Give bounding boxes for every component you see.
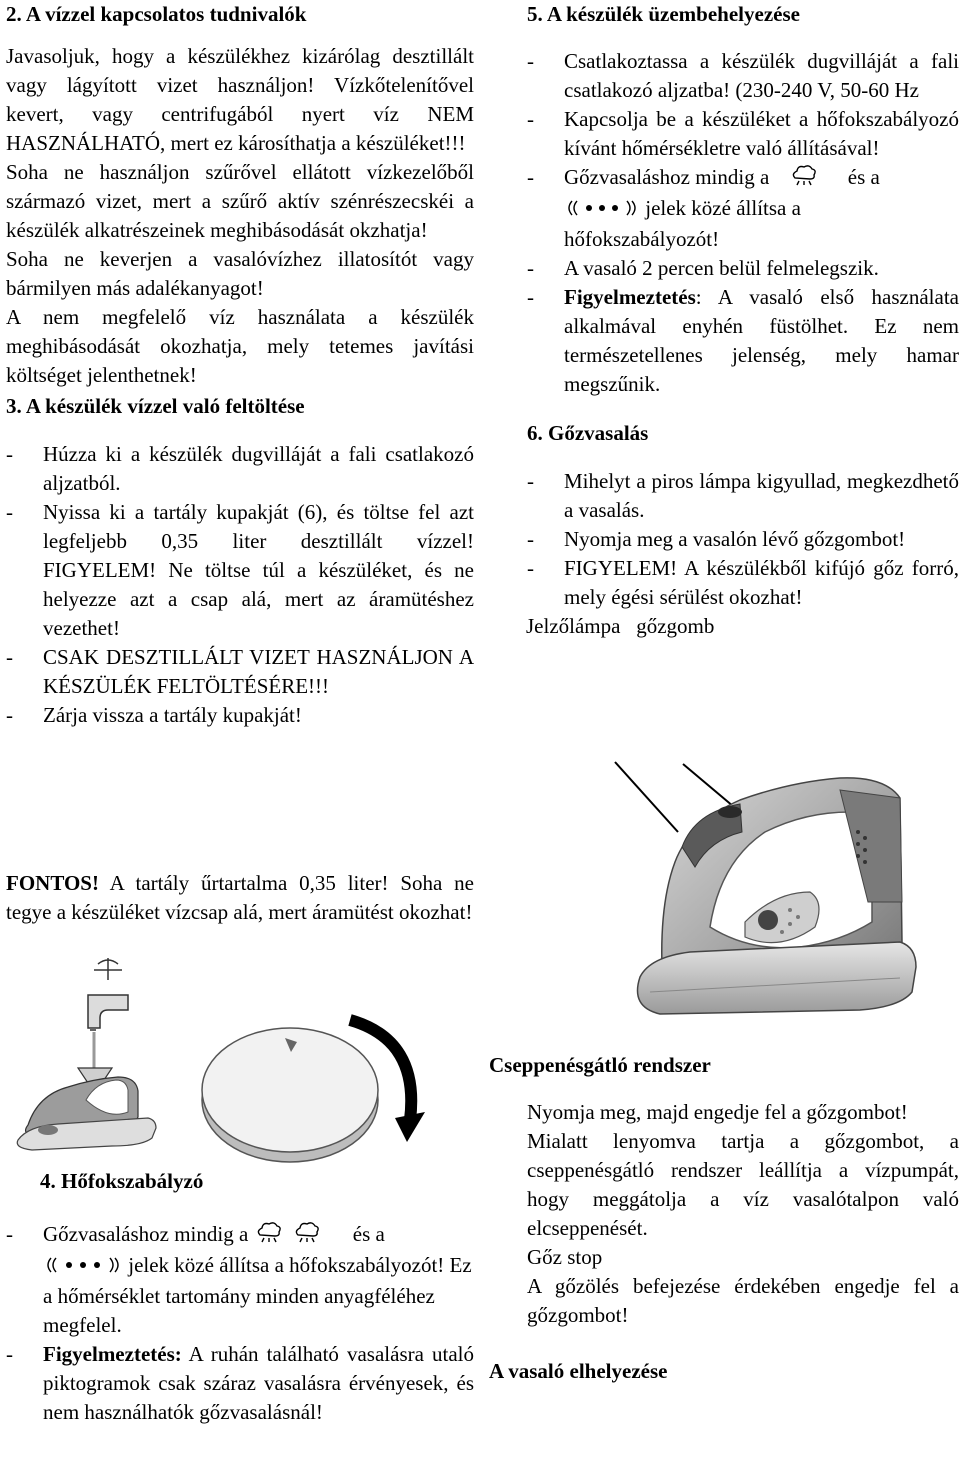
section-4-title: 4. Hőfokszabályzó: [40, 1169, 204, 1193]
list-item: - A vasaló 2 percen belül felmelegszik.: [527, 254, 959, 283]
warning-label: Figyelmeztetés: [564, 284, 696, 309]
right-column: [527, 0, 959, 641]
iron-part-labels: Jelzőlámpa gőzgomb: [526, 613, 715, 638]
filling-illustration: [8, 950, 158, 1160]
item-text: Gőzvasaláshoz mindig a: [43, 1222, 254, 1246]
warning-label: Figyelmeztetés:: [43, 1341, 182, 1366]
item-text: és a: [842, 165, 880, 189]
section-6-list: [527, 467, 959, 612]
section-2-paragraph-1: Javasoljuk, hogy a készülékhez kizárólag desztillált vagy lágyított vizet használjon! Vízkőtelenítővel kevert, vagy centrifugából nyert víz NEM HASZNÁLHATÓ, mert ez károsíthatja a készüléket!!!: [6, 44, 474, 155]
list-item: - Nyissa ki a tartály kupakját (6), és töltse fel azt legfeljebb 0,35 liter desztillált vízzel! FIGYELEM! Ne töltse túl a készüléket, és ne helyezze azt a csap alá, mert az áramütéshez vezethet!: [6, 498, 474, 643]
steam-stop-label: Gőz stop: [527, 1245, 603, 1269]
drip-stop-paragraph-2: Mialatt lenyomva tartja a gőzgombot, a cseppenésgátló rendszer leállítja a vízpumpát, hogy meggátolja a víz vasalótalpon való elcseppenését.: [527, 1129, 959, 1240]
important-note: [6, 869, 474, 927]
drip-stop-content: [527, 1098, 959, 1330]
temperature-range-icon: [564, 196, 640, 225]
section-2-paragraph-4: A nem megfelelő víz használata a készülék meghibásodását okozhatja, mely tetemes javítási költséget jelenthetnek!: [6, 305, 474, 387]
left-column: [6, 0, 474, 730]
list-item: - Csatlakoztassa a készülék dugvilláját a fali csatlakozó aljzatba! (230-240 V, 50-60 Hz: [527, 47, 959, 105]
temperature-range-icon: [43, 1253, 123, 1282]
temperature-dial-illustration: [175, 1010, 445, 1180]
list-item: - Zárja vissza a tartály kupakját!: [6, 701, 474, 730]
section-4-content: [6, 1220, 474, 1427]
list-item: [6, 1220, 474, 1340]
section-2-title: 2. A vízzel kapcsolatos tudnivalók: [6, 2, 307, 26]
item-text: : A vasaló első használata alkalmával enyhén füstölhet. Ez nem természetellenes jelenség, mely hamar megszűnik.: [564, 284, 959, 396]
section-5-title: 5. A készülék üzembehelyezése: [527, 2, 800, 26]
item-text: és a: [347, 1222, 385, 1246]
steam-symbol-icon: [789, 164, 825, 194]
important-text: A tartály űrtartalma 0,35 liter! Soha ne tegye a készüléket vízcsap alá, mert áramütést okozhat!: [6, 871, 474, 924]
item-text: A ruhán található vasalásra utaló piktogramok csak száraz vasalásra érvényesek, és nem használhatók gőzvasalásnál!: [43, 1341, 474, 1424]
list-item: - Nyomja meg a vasalón lévő gőzgombot!: [527, 525, 959, 554]
list-item: - FIGYELEM! A készülékből kifújó gőz forró, mely égési sérülést okozhat!: [527, 554, 959, 612]
list-item: [6, 1340, 474, 1427]
list-item: - Mihelyt a piros lámpa kigyullad, megkezdhető a vasalás.: [527, 467, 959, 525]
section-5-list: [527, 47, 959, 399]
iron-placement-title: A vasaló elhelyezése: [489, 1359, 668, 1383]
list-item: - CSAK DESZTILLÁLT VIZET HASZNÁLJON A KÉSZÜLÉK FELTÖLTÉSÉRE!!!: [6, 643, 474, 701]
steam-stop-paragraph: A gőzölés befejezése érdekében engedje fel a gőzgombot!: [527, 1274, 959, 1327]
list-item: - Húzza ki a készülék dugvilláját a fali csatlakozó aljzatból.: [6, 440, 474, 498]
list-item: [527, 163, 959, 254]
item-text: Gőzvasaláshoz mindig a: [564, 165, 775, 189]
drip-stop-paragraph-1: Nyomja meg, majd engedje fel a gőzgombot!: [527, 1100, 908, 1124]
important-label: FONTOS!: [6, 871, 99, 895]
steam-iron-illustration: [600, 752, 920, 1032]
item-text: jelek közé állítsa a hőfokszabályozót!: [564, 196, 801, 251]
steam-symbol-icon: [254, 1221, 330, 1251]
section-2-paragraph-2: Soha ne használjon szűrővel ellátott vízkezelőből származó vizet, mert a szűrő aktív szénrészecskéi a készülék alkatrészeinek meghibásodását okzhatja!: [6, 160, 474, 242]
section-3-title: 3. A készülék vízzel való feltöltése: [6, 394, 305, 418]
section-3-list: [6, 440, 474, 730]
list-item: [527, 283, 959, 399]
section-2-paragraph-3: Soha ne keverjen a vasalóvízhez illatosítót vagy bármilyen más adalékanyagot!: [6, 247, 474, 300]
section-4-list: [6, 1220, 474, 1427]
item-text: jelek közé állítsa a hőfokszabályozót! Ez a hőmérséklet tartomány minden anyagféléhez megfelel.: [43, 1253, 472, 1337]
list-item: - Kapcsolja be a készüléket a hőfokszabályozó kívánt hőmérsékletre való állításával!: [527, 105, 959, 163]
drip-stop-title: Cseppenésgátló rendszer: [489, 1053, 711, 1077]
section-6-title: 6. Gőzvasalás: [527, 420, 649, 445]
